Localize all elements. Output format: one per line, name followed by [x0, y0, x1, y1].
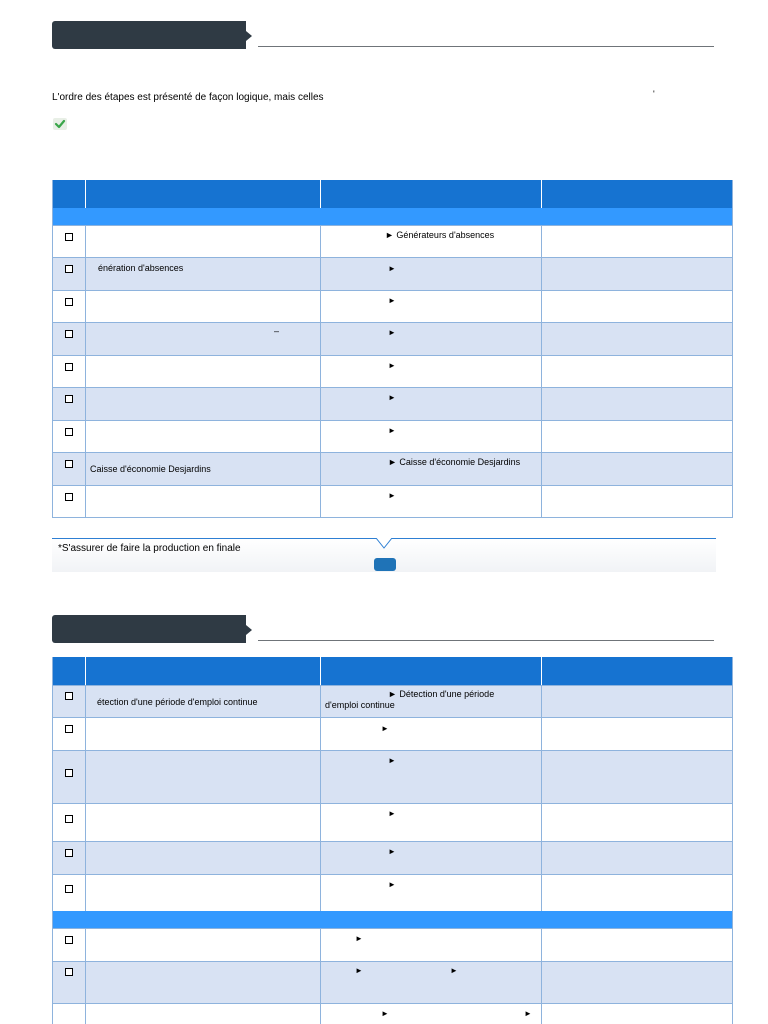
row-menu-path: ►	[388, 880, 396, 889]
section-2-tab	[52, 615, 246, 643]
row-checkbox[interactable]	[65, 885, 73, 893]
table-row	[53, 420, 732, 452]
table-row	[53, 355, 732, 387]
section-1-rule	[258, 46, 714, 47]
table-band	[53, 911, 732, 928]
row-checkbox[interactable]	[65, 330, 73, 338]
checklist-table-1	[52, 180, 733, 518]
notch-chevron-icon	[376, 538, 392, 549]
row-menu-path: ►	[381, 724, 389, 733]
row-menu-path-part-2: ►	[524, 1009, 532, 1018]
toggle-button[interactable]	[374, 558, 396, 571]
row-checkbox[interactable]	[65, 460, 73, 468]
row-menu-path: ►	[388, 328, 396, 337]
row-checkbox[interactable]	[65, 395, 73, 403]
row-checkbox[interactable]	[65, 725, 73, 733]
row-menu-path-continued: d'emploi continue	[325, 700, 395, 710]
table-row	[53, 452, 732, 485]
row-menu-path: ►	[388, 361, 396, 370]
row-menu-path: ►	[388, 847, 396, 856]
checklist-table-2	[52, 657, 733, 1024]
row-checkbox[interactable]	[65, 428, 73, 436]
table-row	[53, 257, 732, 290]
row-menu-path: ► Détection d'une période	[388, 689, 495, 699]
row-checkbox[interactable]	[65, 692, 73, 700]
table-header	[53, 180, 732, 208]
row-menu-path: ► Caisse d'économie Desjardins	[388, 457, 521, 467]
table-header	[53, 657, 732, 685]
table-row	[53, 225, 732, 257]
row-checkbox[interactable]	[65, 493, 73, 501]
row-checkbox[interactable]	[65, 233, 73, 241]
table-row	[53, 841, 732, 874]
row-checkbox[interactable]	[65, 298, 73, 306]
stray-mark: '	[653, 89, 655, 99]
table-row	[53, 1003, 732, 1024]
row-step-label: énération d'absences	[98, 263, 184, 273]
row-menu-path: ►	[355, 934, 363, 943]
row-menu-path: ►	[388, 296, 396, 305]
row-menu-path: ►	[388, 809, 396, 818]
row-menu-path: ►	[388, 264, 396, 273]
checkmark-icon	[53, 118, 67, 130]
row-checkbox[interactable]	[65, 968, 73, 976]
table-row	[53, 928, 732, 961]
row-checkbox[interactable]	[65, 849, 73, 857]
table-row	[53, 685, 732, 717]
intro-text: L'ordre des étapes est présenté de façon logique, mais celles	[52, 92, 324, 103]
row-checkbox[interactable]	[65, 769, 73, 777]
note-text: *S'assurer de faire la production en finale	[58, 543, 241, 554]
table-row	[53, 290, 732, 322]
row-menu-path: ►	[381, 1009, 389, 1018]
section-2-rule	[258, 640, 714, 641]
row-checkbox[interactable]	[65, 815, 73, 823]
row-checkbox[interactable]	[65, 936, 73, 944]
row-menu-path: ►	[388, 756, 396, 765]
table-row	[53, 803, 732, 841]
table-row	[53, 717, 732, 750]
note-bar	[52, 538, 716, 572]
row-menu-path: ►	[388, 426, 396, 435]
table-row	[53, 485, 732, 517]
row-menu-path-part-2: ►	[450, 966, 458, 975]
row-step-label: étection d'une période d'emploi continue	[97, 697, 258, 707]
row-checkbox[interactable]	[65, 363, 73, 371]
table-band	[53, 208, 732, 225]
row-menu-path: ► Générateurs d'absences	[385, 230, 495, 240]
row-checkbox[interactable]	[65, 265, 73, 273]
section-1-tab	[52, 21, 246, 49]
table-row	[53, 387, 732, 420]
row-step-label: –	[274, 326, 280, 336]
table-row	[53, 750, 732, 803]
table-row	[53, 874, 732, 911]
table-row	[53, 961, 732, 1003]
row-menu-path: ►	[355, 966, 363, 975]
row-menu-path: ►	[388, 491, 396, 500]
table-row	[53, 322, 732, 355]
row-menu-path: ►	[388, 393, 396, 402]
row-step-label: Caisse d'économie Desjardins	[90, 464, 211, 474]
